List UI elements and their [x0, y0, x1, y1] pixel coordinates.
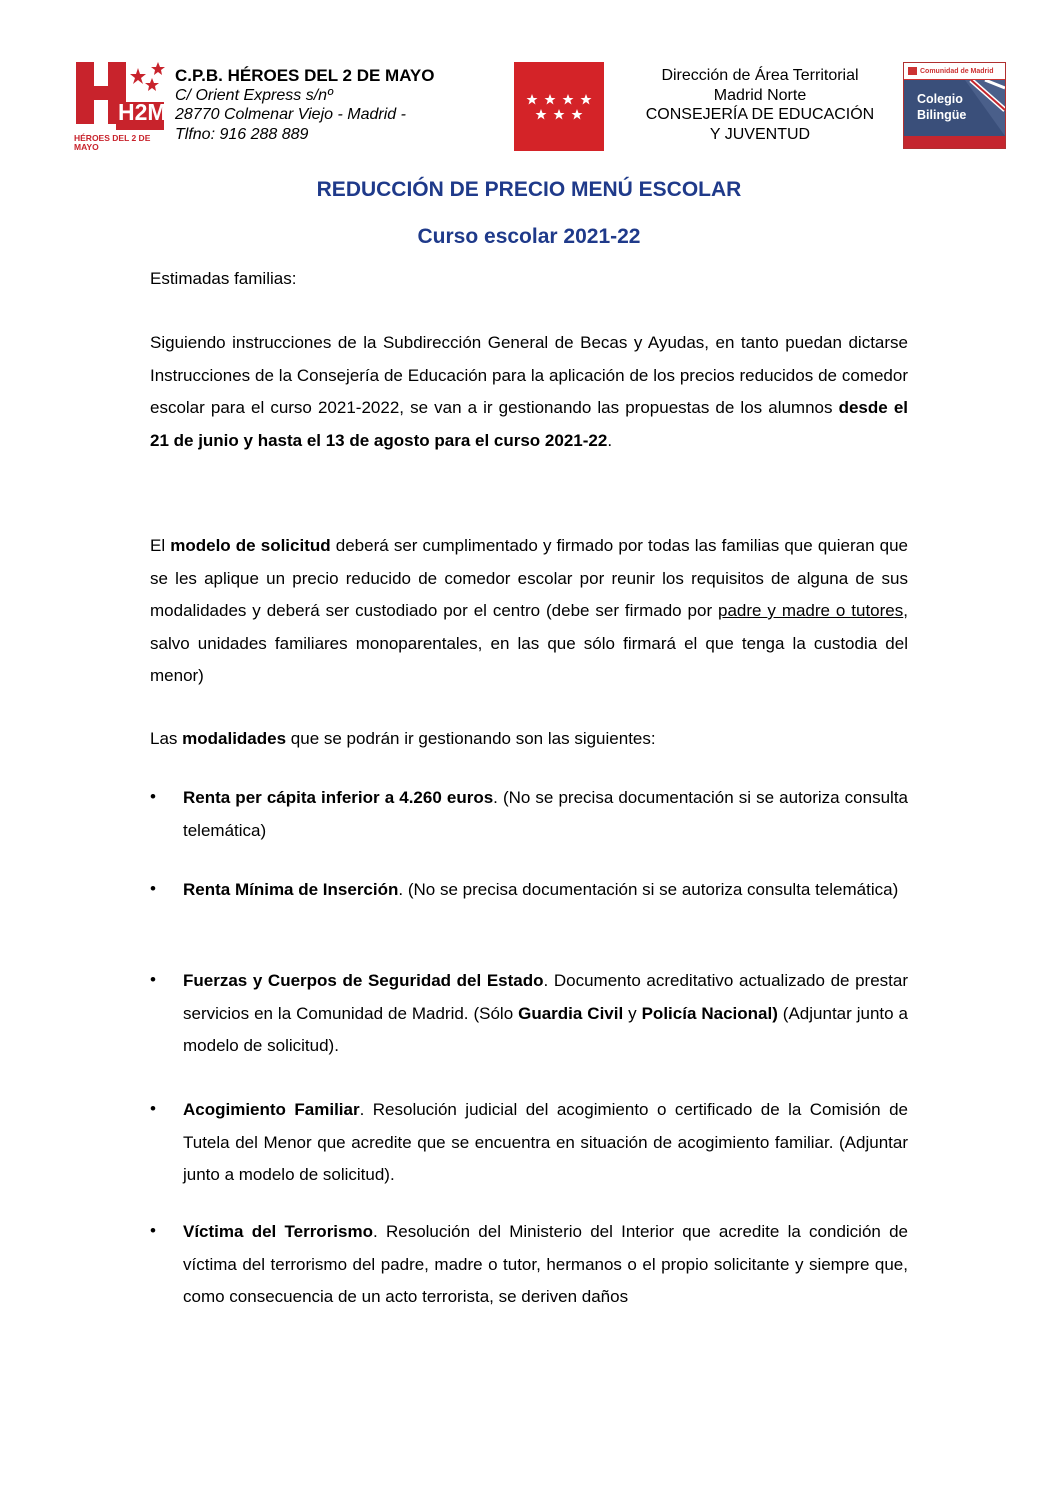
item-1-bold: Renta per cápita inferior a 4.260 euros [183, 788, 494, 807]
bullet-5: • [150, 1221, 156, 1240]
item-4-bold: Acogimiento Familiar [183, 1100, 360, 1119]
paragraph-2-bold: modelo de solicitud [170, 536, 331, 555]
paragraph-1-end: . [607, 430, 613, 450]
bilingue-line-1: Colegio [917, 92, 963, 106]
item-4-text: . Resolución judicial del acogimiento o certificado de la Comisión de Tutela del Menor que acredite que se encuentra en situación de acogimiento familiar. (Adjuntar junto a modelo de solicitud). [183, 1100, 908, 1184]
phone-line: Tlfno: 916 288 889 [175, 125, 309, 143]
school-name: C.P.B. HÉROES DEL 2 DE MAYO [175, 66, 435, 85]
dat-info [612, 66, 908, 144]
greeting: Estimadas familias: [150, 269, 297, 288]
bilingue-line-2: Bilingüe [917, 108, 967, 122]
bullet-1: • [150, 787, 156, 806]
dat-line-1: Dirección de Área Territorial [661, 67, 859, 84]
list-item [183, 782, 908, 847]
item-5-bold: Víctima del Terrorismo [183, 1222, 373, 1241]
address-line-1: C/ Orient Express s/nº [175, 86, 333, 104]
bilingue-header [904, 63, 1005, 80]
item-3-bold3: Policía Nacional) [641, 1003, 778, 1023]
page-title: REDUCCIÓN DE PRECIO MENÚ ESCOLAR [316, 178, 742, 201]
item-3-text2: y [623, 1003, 642, 1023]
paragraph-2-t3: , salvo unidades familiares monoparentales, en las que sólo firmará el que tenga la custodia del menor) [150, 601, 908, 685]
list-item [183, 1094, 908, 1192]
paragraph-3-t1: Las [150, 729, 183, 748]
paragraph-1 [150, 327, 908, 457]
bilingue-body [904, 80, 1005, 136]
paragraph-2 [150, 530, 908, 693]
dat-line-3: CONSEJERÍA DE EDUCACIÓN [645, 106, 875, 123]
dat-line-4: Y JUVENTUD [709, 125, 811, 143]
item-2-bold: Renta Mínima de Inserción [183, 880, 399, 899]
paragraph-3-bold: modalidades [182, 729, 287, 748]
item-5-text: . Resolución del Ministerio del Interior que acredite la condición de víctima del terrorismo del padre, madre o tutor, hermanos o el propio solicitante y siempre que, como consecuencia de un acto terrorista, se deriven daños [183, 1222, 909, 1306]
item-3-text: . Documento acreditativo actualizado de prestar servicios en la Comunidad de Madrid. (Sólo [183, 971, 909, 1023]
bilingue-top-text: Comunidad de Madrid [920, 67, 994, 75]
bilingue-footer [904, 136, 1005, 148]
list-item [183, 1216, 908, 1314]
item-3-text3: (Adjuntar junto a modelo de solicitud). [183, 1003, 908, 1055]
item-3-bold2: Guardia Civil [518, 1003, 624, 1023]
list-item [183, 965, 908, 1063]
page-subtitle: Curso escolar 2021-22 [417, 225, 641, 248]
dat-line-2: Madrid Norte [713, 86, 807, 104]
paragraph-1-bold: desde el 21 de junio y hasta el 13 de agosto para el curso 2021-22 [150, 398, 908, 450]
madrid-mark-icon [908, 67, 917, 75]
bullet-3: • [150, 970, 156, 989]
item-3-bold: Fuerzas y Cuerpos de Seguridad del Estado [183, 971, 544, 990]
bullet-2: • [150, 879, 156, 898]
paragraph-3 [150, 723, 908, 756]
comunidad-madrid-flag [514, 62, 604, 151]
bullet-4: • [150, 1099, 156, 1118]
logo-caption: HÉROES DEL 2 DE MAYO [74, 133, 151, 152]
school-info [175, 66, 434, 144]
paragraph-3-t2: que se podrán ir gestionando son las siguientes: [286, 729, 656, 748]
item-1-text: . (No se precisa documentación si se autoriza consulta telemática) [183, 788, 908, 840]
colegio-bilingue-badge [903, 62, 1006, 149]
paragraph-1-text: Siguiendo instrucciones de la Subdirección General de Becas y Ayudas, en tanto puedan dictarse Instrucciones de la Consejería de Educación para la aplicación de los precios reducidos de comedor escolar para el curso 2021-2022, se van a ir gestionando las propuestas de los alumnos [150, 333, 908, 417]
list-item [183, 874, 908, 907]
item-2-text: . (No se precisa documentación si se autoriza consulta telemática) [398, 880, 899, 899]
paragraph-2-t2: deberá ser cumplimentado y firmado por todas las familias que quieran que se les aplique un precio reducido de comedor escolar por reunir los requisitos de alguna de sus modalidades y deberá ser custodiado por el centro (debe ser firmado por [150, 536, 909, 620]
paragraph-2-t1: El [150, 536, 171, 555]
logo-mark-text: H2M [118, 99, 167, 125]
address-line-2: 28770 Colmenar Viejo - Madrid - [175, 106, 406, 123]
paragraph-2-underline: padre y madre o tutores [718, 601, 904, 620]
stars-icon [514, 62, 604, 151]
